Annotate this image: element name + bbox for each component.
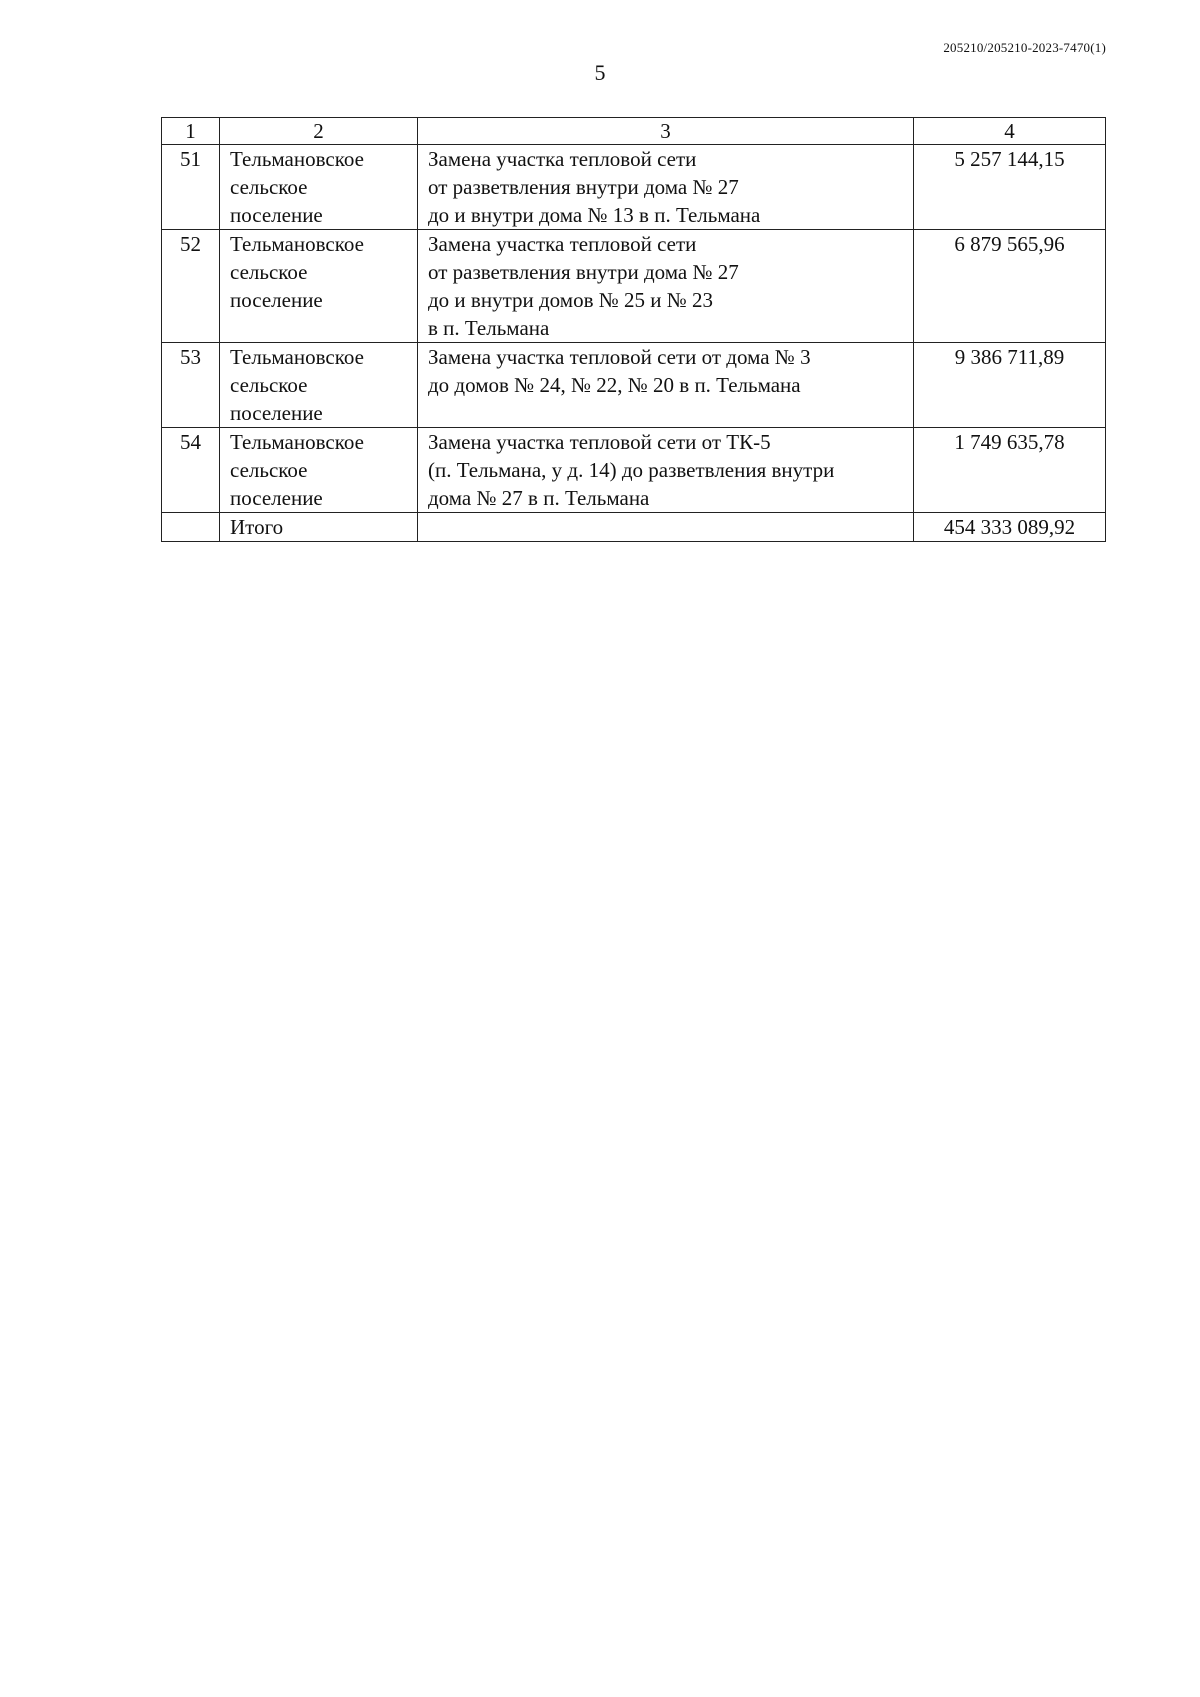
description-line: до и внутри домов № 25 и № 23 [428, 288, 714, 312]
settlement-line: поселение [230, 288, 323, 312]
document-id: 205210/205210-2023-7470(1) [943, 40, 1106, 55]
settlement-line: поселение [230, 401, 323, 425]
table-row [162, 428, 1106, 513]
budget-table-container [161, 117, 1105, 542]
work-description-cell [418, 343, 914, 428]
settlement-line: Тельмановское [230, 147, 364, 171]
description-line: дома № 27 в п. Тельмана [428, 486, 650, 510]
settlement-line: сельское [230, 373, 308, 397]
settlement-line: поселение [230, 203, 323, 227]
table-row [162, 145, 1106, 230]
table-row [162, 230, 1106, 343]
table-header-row [162, 118, 1106, 145]
description-line: до и внутри дома № 13 в п. Тельмана [428, 203, 761, 227]
settlement-cell [220, 343, 418, 428]
description-line: Замена участка тепловой сети [428, 147, 697, 171]
settlement-line: сельское [230, 458, 308, 482]
description-line: от разветвления внутри дома № 27 [428, 175, 739, 199]
total-number-cell [162, 513, 220, 542]
description-line: Замена участка тепловой сети от дома № 3 [428, 345, 811, 369]
settlement-line: сельское [230, 260, 308, 284]
column-header: 4 [914, 118, 1106, 145]
page-number: 5 [594, 60, 606, 85]
amount-cell: 9 386 711,89 [914, 343, 1106, 428]
column-header: 3 [418, 118, 914, 145]
amount-cell: 6 879 565,96 [914, 230, 1106, 343]
settlement-cell [220, 428, 418, 513]
work-description-cell [418, 428, 914, 513]
work-description-cell [418, 145, 914, 230]
row-number: 52 [162, 230, 220, 343]
description-line: от разветвления внутри дома № 27 [428, 260, 739, 284]
amount-cell: 5 257 144,15 [914, 145, 1106, 230]
settlement-cell [220, 145, 418, 230]
row-number: 51 [162, 145, 220, 230]
description-line: Замена участка тепловой сети [428, 232, 697, 256]
settlement-line: Тельмановское [230, 430, 364, 454]
row-number: 54 [162, 428, 220, 513]
column-header: 2 [220, 118, 418, 145]
work-description-cell [418, 230, 914, 343]
amount-cell: 1 749 635,78 [914, 428, 1106, 513]
row-number: 53 [162, 343, 220, 428]
settlement-line: сельское [230, 175, 308, 199]
settlement-line: поселение [230, 486, 323, 510]
description-line: (п. Тельмана, у д. 14) до разветвления внутри [428, 458, 835, 482]
description-line: в п. Тельмана [428, 316, 550, 340]
table-row [162, 343, 1106, 428]
total-label: Итого [220, 513, 418, 542]
description-line: до домов № 24, № 22, № 20 в п. Тельмана [428, 373, 801, 397]
total-row [162, 513, 1106, 542]
column-header: 1 [162, 118, 220, 145]
settlement-cell [220, 230, 418, 343]
settlement-line: Тельмановское [230, 345, 364, 369]
total-amount: 454 333 089,92 [914, 513, 1106, 542]
budget-table [161, 117, 1106, 542]
total-description-cell [418, 513, 914, 542]
settlement-line: Тельмановское [230, 232, 364, 256]
description-line: Замена участка тепловой сети от ТК-5 [428, 430, 771, 454]
